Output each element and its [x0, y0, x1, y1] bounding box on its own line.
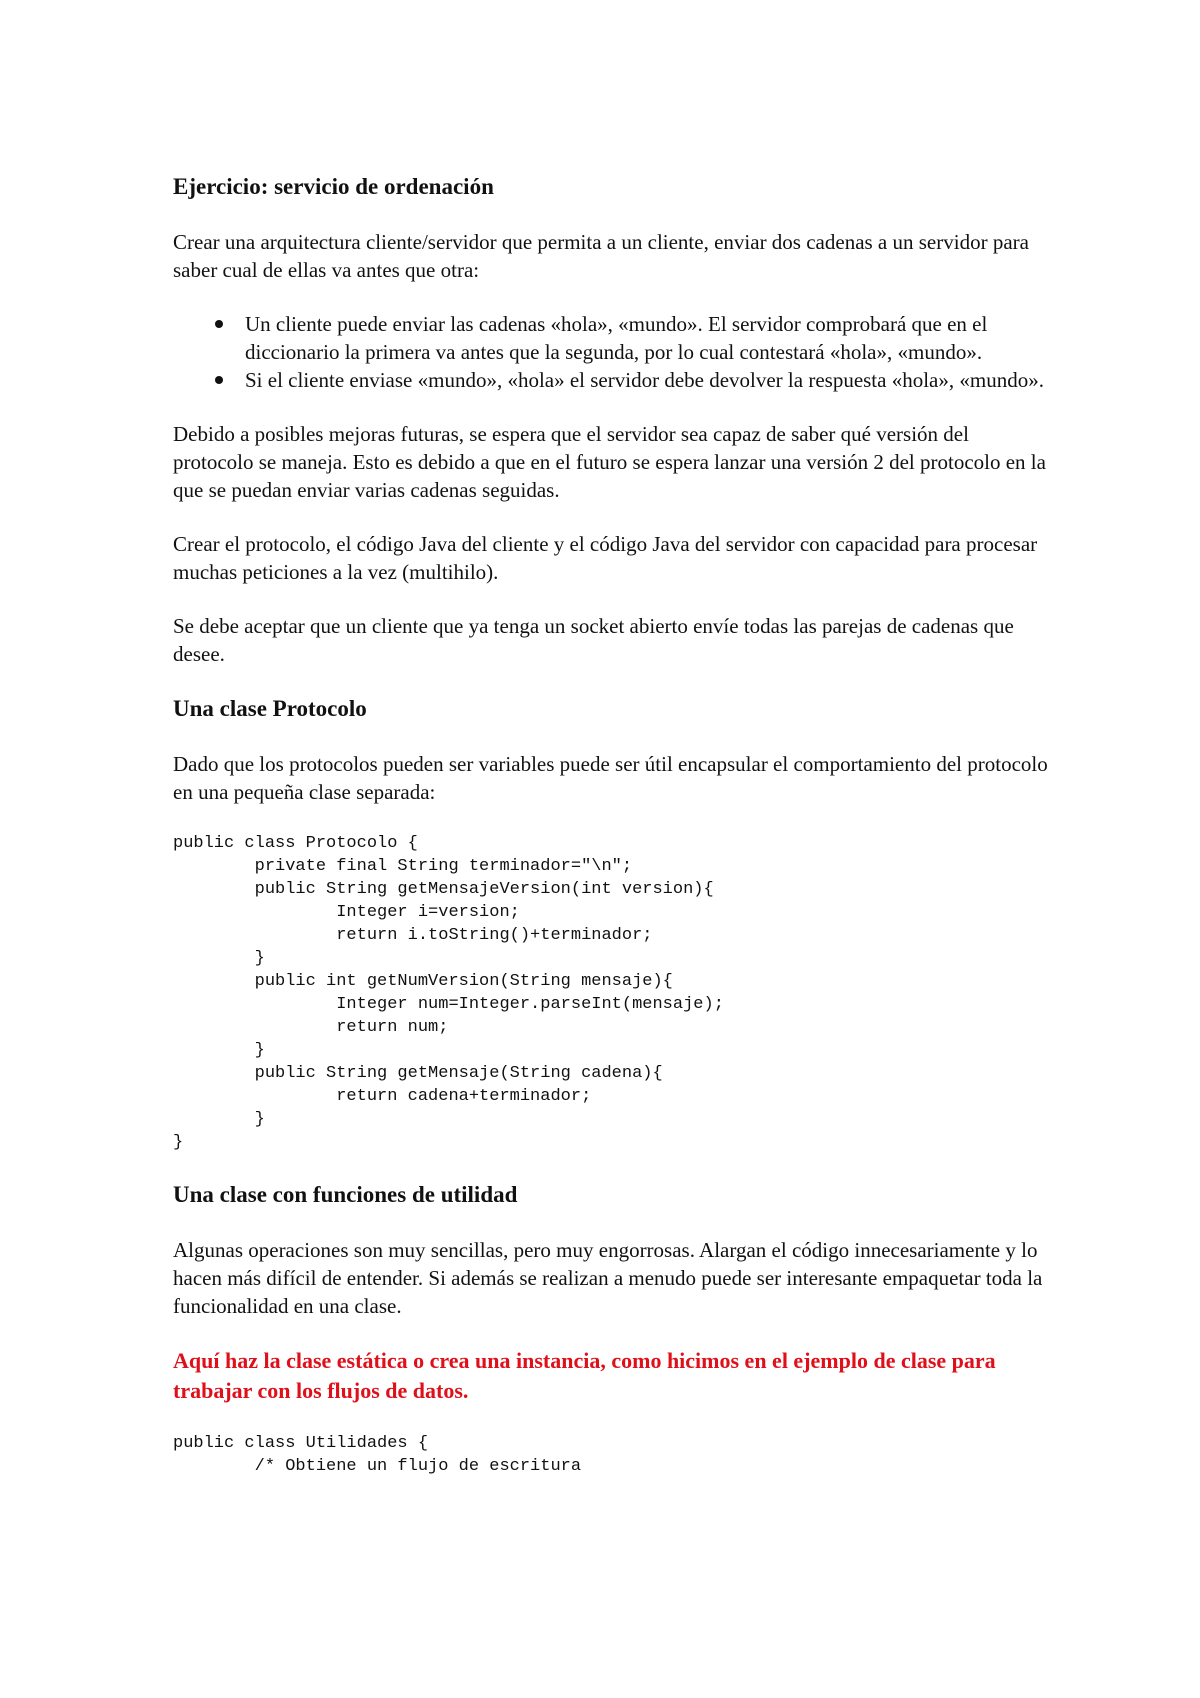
- utilidad-paragraph: Algunas operaciones son muy sencillas, pero muy engorrosas. Alargan el código innecesariamente y lo hacen más difícil de entender. Si además se realizan a menudo puede ser interesante empaquetar toda la funcionalidad en una clase.: [173, 1238, 1043, 1318]
- red-note: Aquí haz la clase estática o crea una instancia, como hicimos en el ejemplo de clase para trabajar con los flujos de datos.: [173, 1348, 996, 1403]
- section-title-protocolo: Una clase Protocolo: [173, 696, 367, 721]
- list-item: [173, 310, 1053, 366]
- protocolo-paragraph: Dado que los protocolos pueden ser variables puede ser útil encapsular el comportamiento del protocolo en una pequeña clase separada:: [173, 752, 1048, 804]
- code-block-utilidades: public class Utilidades { /* Obtiene un flujo de escritura: [173, 1434, 582, 1476]
- list-item: [173, 366, 1053, 394]
- list-item-text: Un cliente puede enviar las cadenas «hola», «mundo». El servidor comprobará que en el diccionario la primera va antes que la segunda, por lo cual contestará «hola», «mundo».: [245, 312, 988, 364]
- document-page: [173, 172, 1053, 1478]
- section-title-ejercicio: Ejercicio: servicio de ordenación: [173, 174, 494, 199]
- requirements-list: [173, 310, 1053, 394]
- bullet-icon: [215, 320, 223, 328]
- list-item-text: Si el cliente enviase «mundo», «hola» el servidor debe devolver la respuesta «hola», «mundo».: [245, 368, 1044, 392]
- version-paragraph: Debido a posibles mejoras futuras, se espera que el servidor sea capaz de saber qué versión del protocolo se maneja. Esto es debido a que en el futuro se espera lanzar una versión 2 del protocolo en la que se puedan enviar varias cadenas seguidas.: [173, 422, 1046, 502]
- intro-paragraph: Crear una arquitectura cliente/servidor que permita a un cliente, enviar dos cadenas a un servidor para saber cual de ellas va antes que otra:: [173, 230, 1029, 282]
- code-block-protocolo: public class Protocolo { private final String terminador="\n"; public String getMensajeVersion(int version){ Integer i=version; return i.toString()+terminador; } public int getNumVersion(String mensaje){ Integer num=Integer.parseInt(mensaje); return num; } public String getMensaje(String cadena){ return cadena+terminador; } }: [173, 834, 724, 1152]
- section-title-utilidad: Una clase con funciones de utilidad: [173, 1182, 518, 1207]
- socket-paragraph: Se debe aceptar que un cliente que ya tenga un socket abierto envíe todas las parejas de cadenas que desee.: [173, 614, 1014, 666]
- bullet-icon: [215, 376, 223, 384]
- crear-paragraph: Crear el protocolo, el código Java del cliente y el código Java del servidor con capacidad para procesar muchas peticiones a la vez (multihilo).: [173, 532, 1038, 584]
